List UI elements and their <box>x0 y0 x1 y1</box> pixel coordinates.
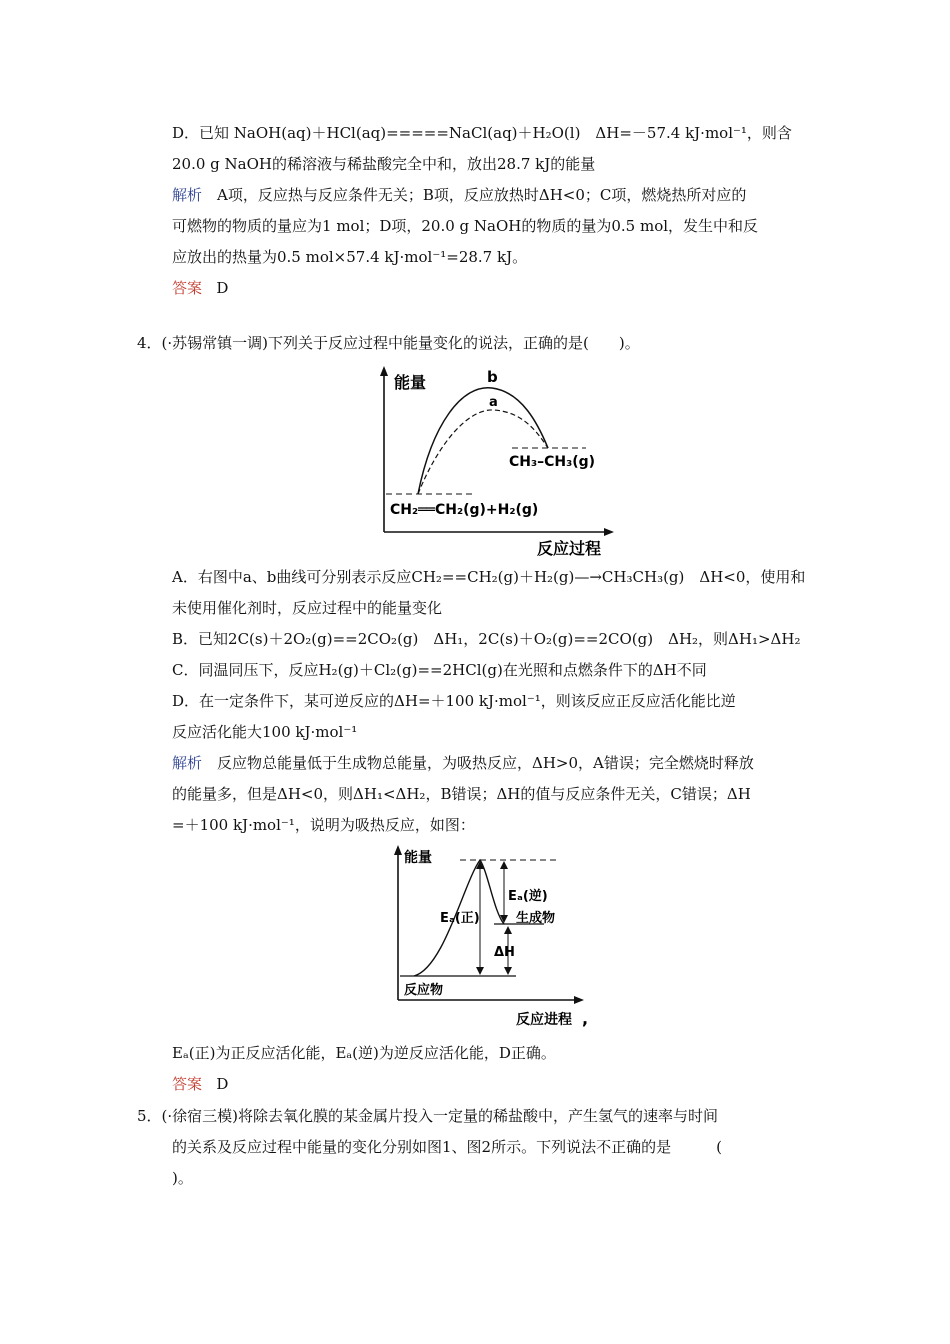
q4-analysis-text: 反应物总能量低于生成物总能量，为吸热反应，ΔH>0，A错误；完全燃烧时释放 <box>202 754 754 772</box>
q4-stem <box>137 332 640 354</box>
curve-b <box>418 388 548 494</box>
fig1-reactant-label: CH₂══CH₂(g)+H₂(g) <box>390 502 539 518</box>
q4-energy-diagram-1 <box>372 364 622 560</box>
q3-analysis-line3: 应放出的热量为0.5 mol×57.4 kJ·mol⁻¹=28.7 kJ。 <box>172 248 528 266</box>
q3-option-d-line2: 20.0 g NaOH的稀溶液与稀盐酸完全中和，放出28.7 kJ的能量 <box>172 155 596 173</box>
q4-option-d-line2: 反应活化能大100 kJ·mol⁻¹ <box>172 723 358 741</box>
fig2-ea-forward-label: Eₐ(正) <box>440 911 480 926</box>
q4-stem-text: 4．(·苏锡常镇一调)下列关于反应过程中能量变化的说法，正确的是( <box>137 334 589 352</box>
answer-value: D <box>216 1075 229 1093</box>
fig2-ea-reverse-label: Eₐ(逆) <box>508 889 548 904</box>
analysis-label: 解析 <box>172 754 203 772</box>
answer-label: 答案 <box>172 1075 203 1093</box>
q4-analysis-line4: Eₐ(正)为正反应活化能，Eₐ(逆)为逆反应活化能，D正确。 <box>172 1044 556 1062</box>
analysis-label: 解析 <box>172 186 203 204</box>
fig2-delta-h-label: ΔH <box>494 945 515 960</box>
q4-option-b: B．已知2C(s)＋2O₂(g)==2CO₂(g) ΔH₁，2C(s)＋O₂(g)==2CO(g) ΔH₂，则ΔH₁>ΔH₂ <box>172 630 801 648</box>
q4-analysis-line3: =＋100 kJ·mol⁻¹，说明为吸热反应，如图： <box>172 816 475 834</box>
q5-stem-line2: 的关系及反应过程中能量的变化分别如图1、图2所示。下列说法不正确的是 ( <box>172 1138 722 1156</box>
q4-option-c: C．同温同压下，反应H₂(g)＋Cl₂(g)==2HCl(g)在光照和点燃条件下的ΔH不同 <box>172 661 707 679</box>
q4-stem-end: )。 <box>618 334 640 352</box>
q4-answer <box>172 1073 228 1095</box>
q5-stem-line3: )。 <box>172 1169 193 1187</box>
q3-analysis-line2: 可燃物的物质的量应为1 mol；D项，20.0 g NaOH的物质的量为0.5 mol，发生中和反 <box>172 217 759 235</box>
fig2-xlabel: 反应进程 <box>516 1012 572 1028</box>
q4-analysis-line1 <box>172 752 754 774</box>
q3-analysis-text: A项，反应热与反应条件无关；B项，反应放热时ΔH<0；C项，燃烧热所对应的 <box>202 186 747 204</box>
q3-analysis-line1 <box>172 184 746 206</box>
q4-option-d-line1: D．在一定条件下，某可逆反应的ΔH=＋100 kJ·mol⁻¹，则该反应正反应活化能比逆 <box>172 692 736 710</box>
fig1-curve-a-label: a <box>489 395 498 410</box>
q4-option-a-line2: 未使用催化剂时，反应过程中的能量变化 <box>172 599 443 617</box>
q5-stem-line1: 5．(·徐宿三模)将除去氧化膜的某金属片投入一定量的稀盐酸中，产生氢气的速率与时间 <box>137 1107 719 1125</box>
fig2-product-label: 生成物 <box>516 911 556 926</box>
fig2-trailing-comma: , <box>582 1009 589 1028</box>
fig1-ylabel: 能量 <box>394 373 427 392</box>
fig2-reactant-label: 反应物 <box>404 983 444 998</box>
curve-a <box>418 410 548 494</box>
fig1-curve-b-label: b <box>487 368 498 386</box>
q3-answer <box>172 277 228 299</box>
q4-energy-diagram-2 <box>384 842 604 1032</box>
q4-analysis-line2: 的能量多，但是ΔH<0，则ΔH₁<ΔH₂，B错误；ΔH的值与反应条件无关，C错误；ΔH <box>172 785 751 803</box>
fig1-xlabel: 反应过程 <box>537 539 602 558</box>
fig2-ylabel: 能量 <box>404 850 432 866</box>
q4-option-a-line1: A．右图中a、b曲线可分别表示反应CH₂==CH₂(g)＋H₂(g)—→CH₃CH₃(g) ΔH<0，使用和 <box>172 568 806 586</box>
answer-value: D <box>216 279 229 297</box>
answer-label: 答案 <box>172 279 203 297</box>
q3-option-d-line1: D．已知 NaOH(aq)＋HCl(aq)=====NaCl(aq)＋H₂O(l) ΔH=－57.4 kJ·mol⁻¹，则含 <box>172 124 792 142</box>
fig1-product-label: CH₃–CH₃(g) <box>509 454 596 470</box>
